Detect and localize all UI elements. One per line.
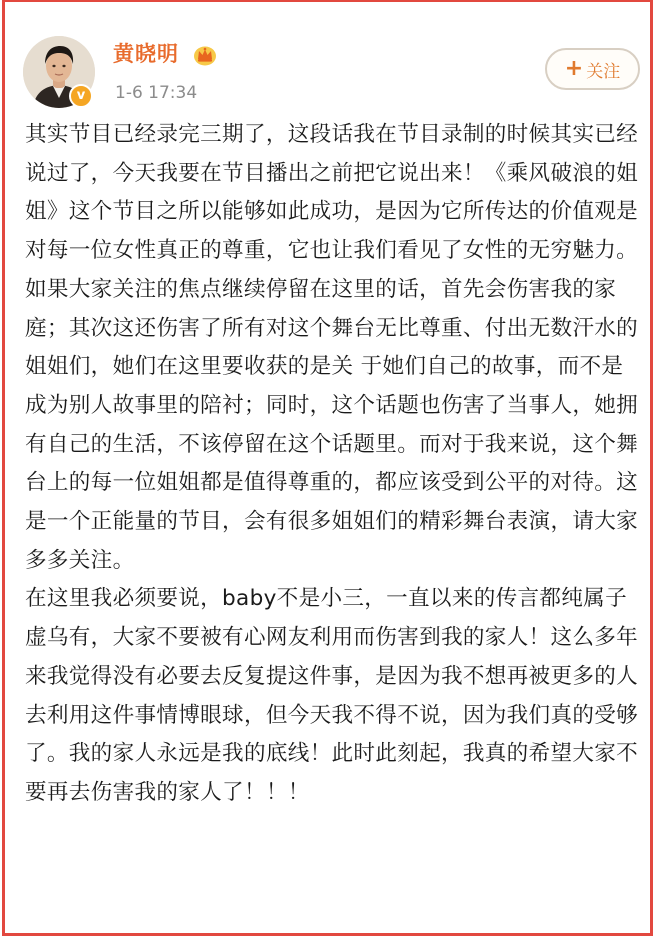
post-card <box>2 0 653 936</box>
verified-badge-icon: v <box>69 84 93 108</box>
follow-label: 关注 <box>586 61 621 82</box>
crown-icon <box>193 44 217 66</box>
post-paragraph-1: 其实节目已经录完三期了，这段话我在节目录制的时候其实已经说过了，今天我要在节目播出之前把它说出来！《乘风破浪的姐姐》这个节目之所以能够如此成功，是因为它所传达的价值观是对每一位女性真正的尊重，它也让我们看见了女性的无穷魅力。 如果大家关注的焦点继续停留在这里的话，首先会伤害我的家庭；其次这还伤害了所有对这个舞台无比尊重、付出无数汗水的姐姐们，她们在这里要收获的是关 于她们自己的故事，而不是成为别人故事里的陪衬；同时，这个话题也伤害了当事人，她拥有自己的生活，不该停留在这个话题里。而对于我来说，这个舞台上的每一位姐姐都是值得尊重的，都应该受到公平的对待。这是一个正能量的节目，会有很多姐姐们的精彩舞台表演，请大家多多关注。 <box>25 122 646 573</box>
author-name[interactable]: 黄晓明 <box>113 42 179 66</box>
plus-icon: + <box>564 56 584 81</box>
follow-button[interactable] <box>545 48 640 90</box>
post-body <box>25 116 646 813</box>
post-paragraph-2: 在这里我必须要说，baby不是小三，一直以来的传言都纯属子虚乌有，大家不要被有心网友利用而伤害到我的家人！这么多年来我觉得没有必要去反复提这件事，是因为我不想再被更多的人去利用这件事情博眼球，但今天我不得不说，因为我们真的受够了。我的家人永远是我的底线！此时此刻起，我真的希望大家不要再去伤害我的家人了！！！ <box>25 586 639 805</box>
post-timestamp: 1-6 17:34 <box>115 83 198 103</box>
